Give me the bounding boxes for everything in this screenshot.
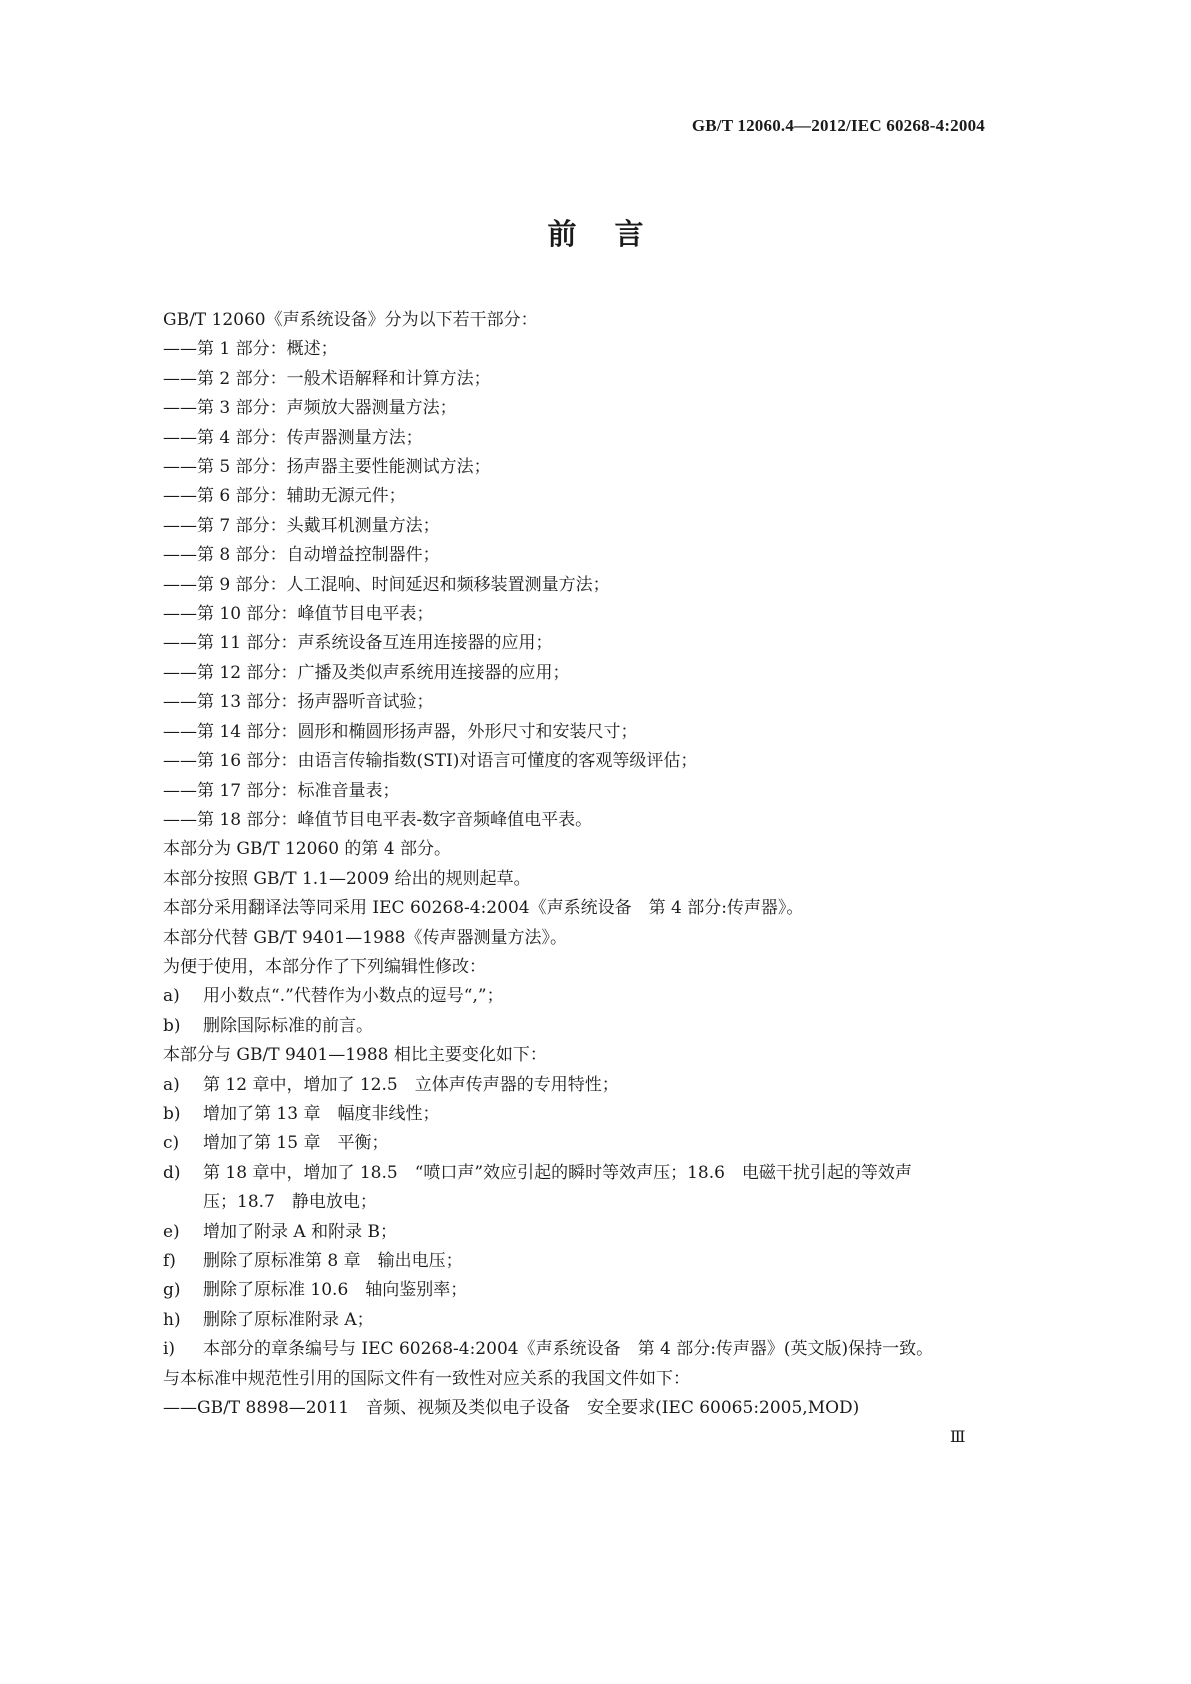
text-line — [163, 659, 1063, 688]
line-text: 第 18 章中，增加了 18.5 “喷口声”效应引起的瞬时等效声压；18.6 电磁干扰引起的等效声 — [203, 1162, 912, 1183]
line-text: 增加了第 15 章 平衡； — [203, 1133, 389, 1154]
text-line — [163, 424, 1063, 453]
text-line — [163, 629, 1063, 658]
line-text: ——第 8 部分：自动增益控制器件； — [163, 545, 440, 566]
list-item — [163, 1100, 1063, 1129]
list-item-label: b) — [163, 1015, 181, 1036]
list-item-label: a) — [163, 986, 180, 1007]
text-line — [163, 365, 1063, 394]
line-text: ——GB/T 8898—2011 音频、视频及类似电子设备 安全要求(IEC 60065:2005,MOD) — [163, 1398, 860, 1419]
line-text: ——第 12 部分：广播及类似声系统用连接器的应用； — [163, 662, 570, 683]
text-line — [163, 688, 1063, 717]
list-item-label: h) — [163, 1309, 181, 1330]
list-item-label: d) — [163, 1162, 181, 1183]
line-text: ——第 4 部分：传声器测量方法； — [163, 427, 423, 448]
line-text: 删除了原标准第 8 章 输出电压； — [203, 1251, 463, 1271]
list-item-label: c) — [163, 1133, 180, 1154]
list-item-label: a) — [163, 1074, 180, 1095]
page-number: Ⅲ — [950, 1427, 966, 1446]
list-item — [163, 1071, 1063, 1100]
text-line — [163, 953, 1063, 982]
line-text: ——第 10 部分：峰值节目电平表； — [163, 604, 434, 625]
line-text: ——第 9 部分：人工混响、时间延迟和频移装置测量方法； — [163, 574, 610, 595]
line-text: 用小数点“.”代替作为小数点的逗号“,”； — [203, 986, 504, 1007]
text-line — [163, 1188, 1063, 1217]
text-line — [163, 306, 1063, 335]
text-line — [163, 1365, 1063, 1394]
line-text: ——第 7 部分：头戴耳机测量方法； — [163, 515, 440, 536]
line-text: ——第 5 部分：扬声器主要性能测试方法； — [163, 457, 491, 478]
text-line — [163, 924, 1063, 953]
document-body — [163, 306, 1063, 1423]
line-text: ——第 18 部分：峰值节目电平表-数字音频峰值电平表。 — [163, 809, 593, 830]
text-line — [163, 806, 1063, 835]
line-text: ——第 17 部分：标准音量表； — [163, 780, 400, 801]
text-line — [163, 894, 1063, 923]
line-text: ——第 11 部分：声系统设备互连用连接器的应用； — [163, 633, 553, 654]
list-item — [163, 1306, 1063, 1335]
line-text: ——第 3 部分：声频放大器测量方法； — [163, 398, 457, 419]
standard-code-header: GB/T 12060.4—2012/IEC 60268-4:2004 — [691, 116, 985, 135]
line-text: 本部分按照 GB/T 1.1—2009 给出的规则起草。 — [163, 868, 531, 889]
line-text: 压；18.7 静电放电； — [203, 1192, 377, 1213]
text-line — [163, 718, 1063, 747]
list-item — [163, 1012, 1063, 1041]
line-text: 增加了附录 A 和附录 B； — [203, 1221, 397, 1242]
line-text: 本部分与 GB/T 9401—1988 相比主要变化如下： — [163, 1045, 547, 1066]
line-text: 与本标准中规范性引用的国际文件有一致性对应关系的我国文件如下： — [163, 1368, 690, 1389]
line-text: GB/T 12060《声系统设备》分为以下若干部分： — [163, 310, 538, 330]
text-line — [163, 865, 1063, 894]
text-line — [163, 571, 1063, 600]
text-line — [163, 747, 1063, 776]
line-text: ——第 2 部分：一般术语解释和计算方法； — [163, 368, 491, 389]
list-item — [163, 1335, 1063, 1364]
list-item — [163, 982, 1063, 1011]
line-text: 第 12 章中，增加了 12.5 立体声传声器的专用特性； — [203, 1074, 619, 1095]
text-line — [163, 394, 1063, 423]
list-item — [163, 1247, 1063, 1276]
line-text: ——第 16 部分：由语言传输指数(STI)对语言可懂度的客观等级评估； — [163, 751, 698, 772]
text-line — [163, 541, 1063, 570]
line-text: 增加了第 13 章 幅度非线性； — [203, 1103, 440, 1124]
list-item — [163, 1129, 1063, 1158]
line-text: 本部分代替 GB/T 9401—1988《传声器测量方法》。 — [163, 927, 567, 948]
line-text: 删除了原标准附录 A； — [203, 1309, 374, 1330]
line-text: 删除国际标准的前言。 — [203, 1015, 373, 1036]
text-line — [163, 482, 1063, 511]
list-item-label: f) — [163, 1251, 176, 1271]
page-title: 前言 — [547, 217, 682, 251]
text-line — [163, 777, 1063, 806]
list-item-label: e) — [163, 1221, 180, 1242]
text-line — [163, 335, 1063, 364]
list-item — [163, 1159, 1063, 1188]
text-line — [163, 1041, 1063, 1070]
text-line — [163, 600, 1063, 629]
line-text: ——第 1 部分：概述； — [163, 339, 338, 360]
line-text: ——第 14 部分：圆形和椭圆形扬声器，外形尺寸和安装尺寸； — [163, 721, 638, 742]
text-line — [163, 835, 1063, 864]
text-line — [163, 453, 1063, 482]
line-text: 为便于使用，本部分作了下列编辑性修改： — [163, 956, 486, 977]
line-text: 本部分采用翻译法等同采用 IEC 60268-4:2004《声系统设备 第 4 部分:传声器》。 — [163, 898, 804, 919]
list-item-label: i) — [163, 1339, 176, 1360]
list-item-label: g) — [163, 1280, 181, 1301]
line-text: ——第 6 部分：辅助无源元件； — [163, 486, 406, 507]
text-line — [163, 1394, 1063, 1423]
line-text: ——第 13 部分：扬声器听音试验； — [163, 692, 434, 713]
line-text: 本部分的章条编号与 IEC 60268-4:2004《声系统设备 第 4 部分:传声器》(英文版)保持一致。 — [203, 1339, 934, 1360]
line-text: 本部分为 GB/T 12060 的第 4 部分。 — [163, 839, 452, 860]
list-item — [163, 1276, 1063, 1305]
line-text: 删除了原标准 10.6 轴向鉴别率； — [203, 1280, 468, 1301]
text-line — [163, 512, 1063, 541]
list-item-label: b) — [163, 1103, 181, 1124]
list-item — [163, 1218, 1063, 1247]
